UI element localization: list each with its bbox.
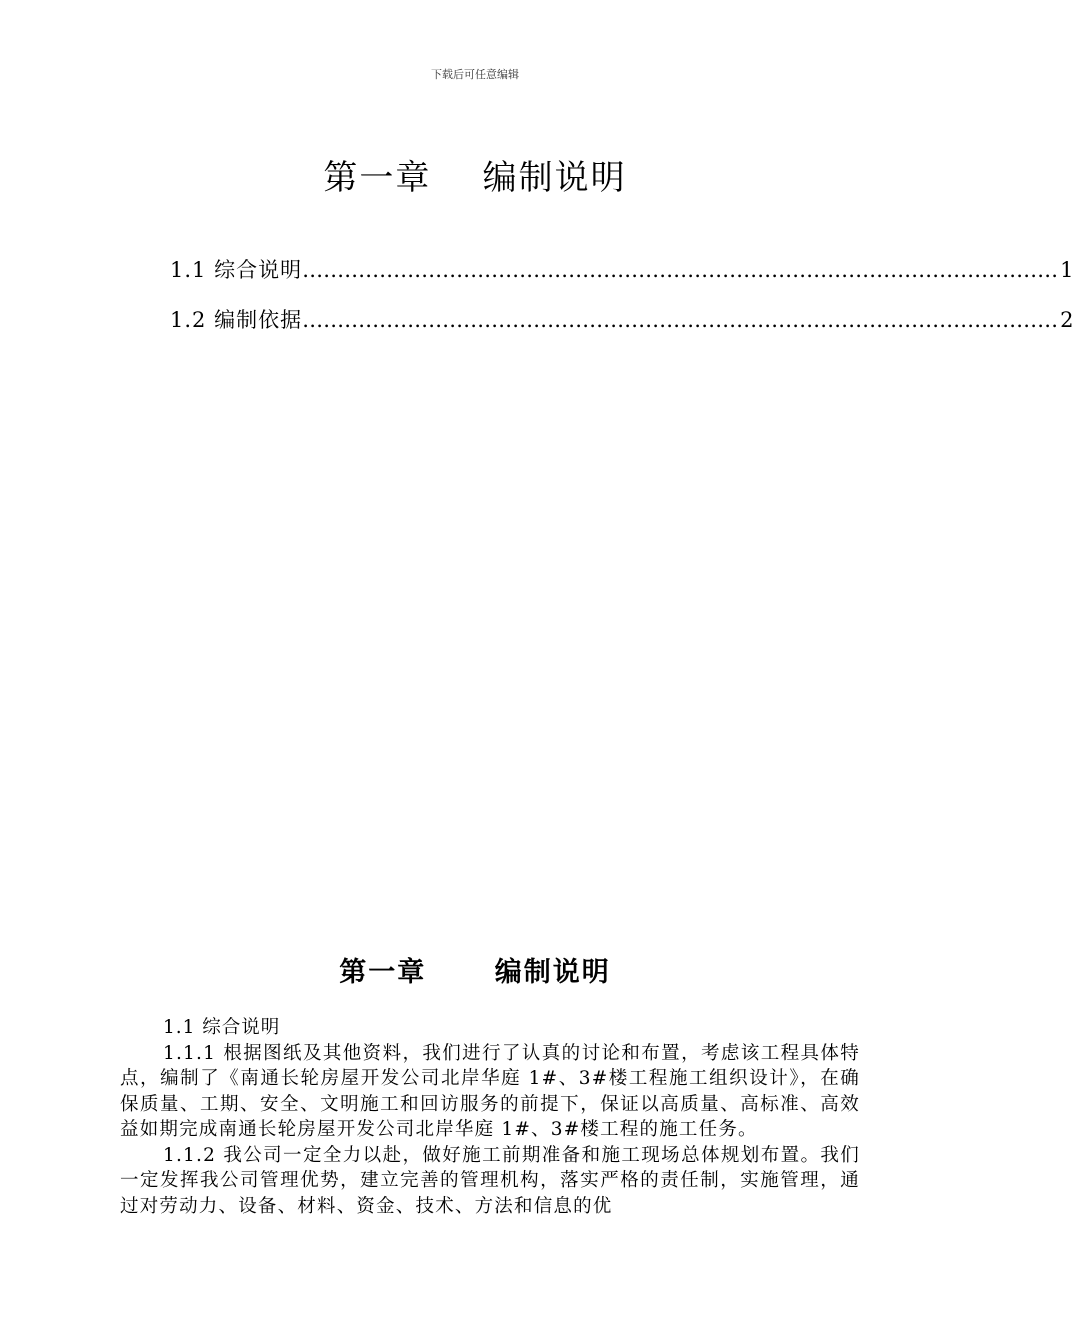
- chapter-body: [120, 1015, 860, 1219]
- cover-chapter-title: 第一章 编制说明: [323, 158, 627, 198]
- paragraph: 1.1.2 我公司一定全力以赴，做好施工前期准备和施工现场总体规划布置。我们一定发挥我公司管理优势，建立完善的管理机构，落实严格的责任制，实施管理，通过对劳动力、设备、材料、资金、技术、方法和信息的优: [120, 1144, 860, 1217]
- toc-entry-label: 1.1 综合说明: [170, 258, 303, 282]
- toc-entry[interactable]: [170, 304, 1074, 354]
- toc-leader-dots: ………………………………………………………………………………………………: [302, 308, 1059, 332]
- section-heading: 1.1 综合说明: [163, 1017, 281, 1038]
- toc-entry[interactable]: [170, 254, 1074, 304]
- toc-entry-label: 1.2 编制依据: [170, 308, 303, 332]
- toc-page-number: 2: [1060, 308, 1074, 332]
- toc-leader-dots: ………………………………………………………………………………………………: [302, 258, 1059, 282]
- toc-page-number: 1: [1060, 258, 1074, 282]
- table-of-contents: [170, 254, 1074, 354]
- header-note: 下载后可任意编辑: [431, 68, 519, 81]
- chapter-title: 第一章 编制说明: [339, 957, 611, 988]
- paragraph: 1.1.1 根据图纸及其他资料，我们进行了认真的讨论和布置，考虑该工程具体特点，编制了《南通长轮房屋开发公司北岸华庭 1#、3#楼工程施工组织设计》，在确保质量、工期、安全、文明施工和回访服务的前提下，保证以高质量、高标准、高效益如期完成南通长轮房屋开发公司北岸华庭 1#、3#楼工程的施工任务。: [120, 1042, 860, 1140]
